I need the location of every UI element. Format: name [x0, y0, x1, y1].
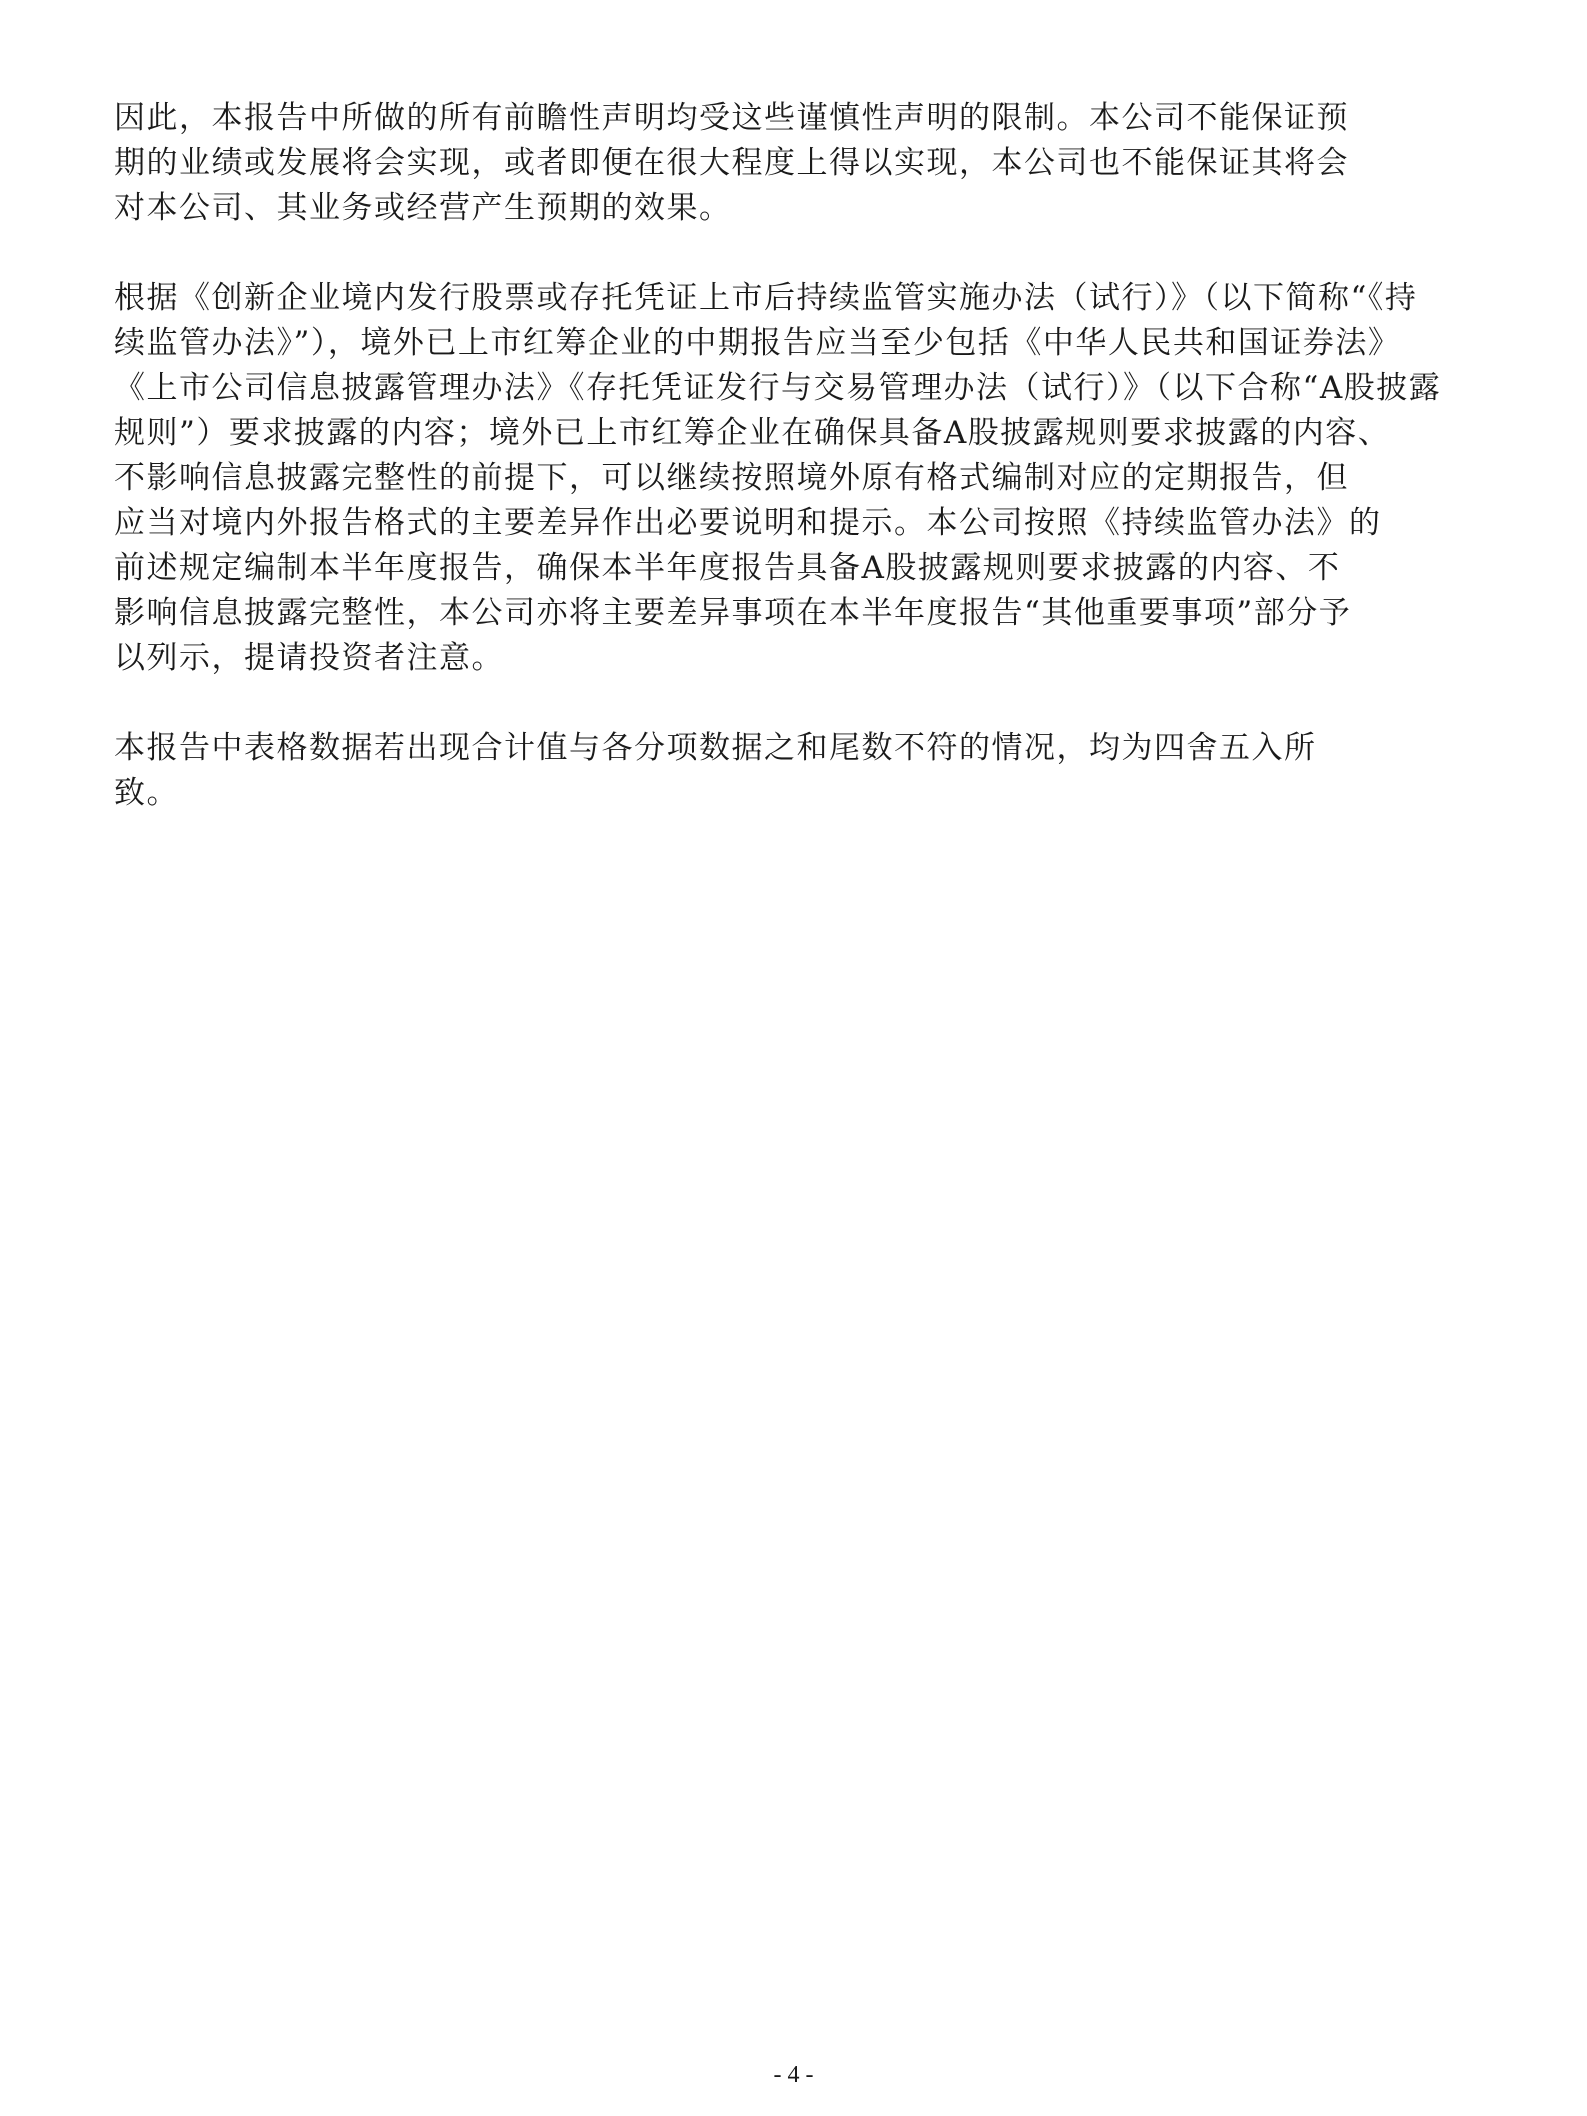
text-line: 前述规定编制本半年度报告，确保本半年度报告具备A股披露规则要求披露的内容、不: [114, 550, 1341, 586]
text-line: 根据《创新企业境内发行股票或存托凭证上市后持续监管实施办法（试行）》（以下简称“《持: [114, 280, 1418, 316]
text-line: 续监管办法》”），境外已上市红筹企业的中期报告应当至少包括《中华人民共和国证券法》: [114, 325, 1401, 361]
body-text: [114, 96, 1476, 861]
text-line: 期的业绩或发展将会实现，或者即便在很大程度上得以实现，本公司也不能保证其将会: [114, 145, 1349, 181]
text-line: 不影响信息披露完整性的前提下，可以继续按照境外原有格式编制对应的定期报告，但: [114, 460, 1349, 496]
text-line: 影响信息披露完整性，本公司亦将主要差异事项在本半年度报告“其他重要事项”部分予: [114, 595, 1352, 631]
text-line: 致。: [114, 775, 179, 811]
text-line: 《上市公司信息披露管理办法》《存托凭证发行与交易管理办法（试行）》（以下合称“A股披露: [114, 370, 1442, 406]
paragraph-forward-looking-disclaimer: [114, 96, 1476, 231]
text-line: 因此，本报告中所做的所有前瞻性声明均受这些谨慎性声明的限制。本公司不能保证预: [114, 100, 1349, 136]
text-line: 应当对境内外报告格式的主要差异作出必要说明和提示。本公司按照《持续监管办法》的: [114, 505, 1382, 541]
text-line: 对本公司、其业务或经营产生预期的效果。: [114, 190, 732, 226]
text-line: 规则”）要求披露的内容；境外已上市红筹企业在确保具备A股披露规则要求披露的内容、: [114, 415, 1391, 451]
paragraph-regulatory-basis: [114, 276, 1476, 681]
text-line: 以列示，提请投资者注意。: [114, 640, 504, 676]
paragraph-rounding-note: [114, 726, 1476, 816]
page-number: - 4 -: [773, 2062, 814, 2088]
text-line: 本报告中表格数据若出现合计值与各分项数据之和尾数不符的情况，均为四舍五入所: [114, 730, 1317, 766]
